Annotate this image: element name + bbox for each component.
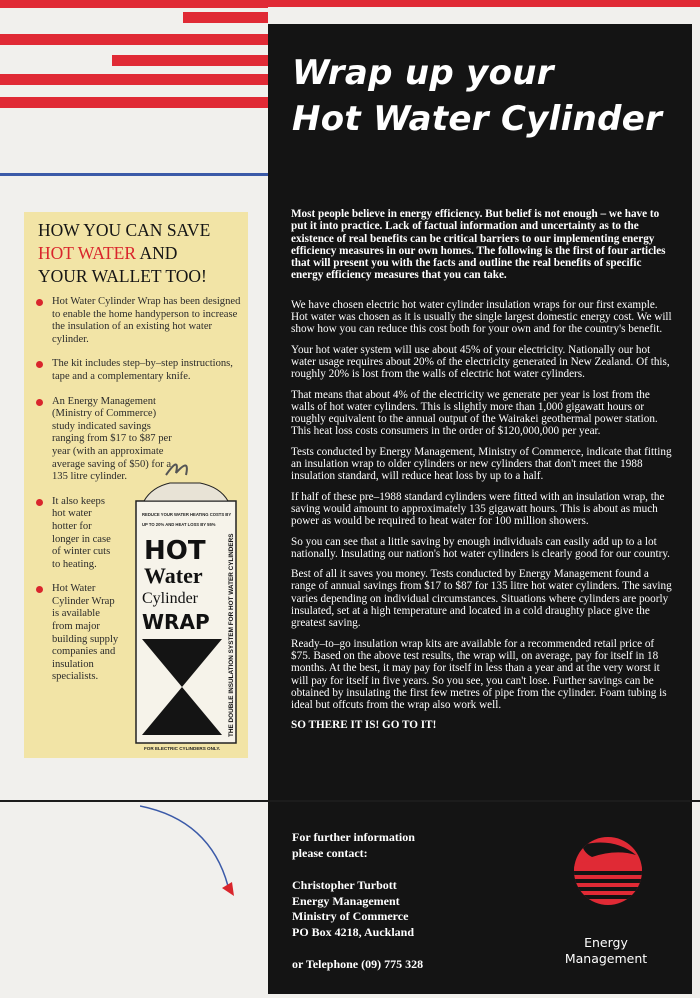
article-paragraph: If half of these pre–1988 standard cylinders were fitted with an insulation wrap, the saving would amount to approximately 135 gigawatt hours. This is about as much power as would be required to heat water for 100 million showers. — [291, 490, 665, 528]
sidebar-title — [38, 219, 248, 288]
product-word-water: Water — [144, 563, 203, 588]
list-item: The kit includes step–by–step instructions, tape and a complementary knife. — [34, 358, 244, 383]
list-item: Hot Water Cylinder Wrap has been designed to enable the home handyperson to increase the insulation of an existing hot water cylinder. — [34, 296, 244, 346]
contact-phone: or Telephone (09) 775 328 — [292, 957, 424, 971]
footer-divider — [0, 800, 700, 802]
logo-line2: Management — [564, 951, 648, 966]
article-body — [291, 208, 673, 740]
article-intro: Most people believe in energy efficiency. But belief is not enough – we have to put it into practice. Lack of factual information and uncertainty as to the existence of real benefits can be critical barriers to our implementing energy efficiency measures in our own homes. The following is the first of four articles that will present you with the facts and outline the real benefits of specific energy efficiency measures that you can take. — [291, 208, 666, 282]
sidebar-title-line2 — [38, 242, 248, 265]
product-bottom-text: FOR ELECTRIC CYLINDERS ONLY. — [144, 746, 221, 751]
logo-text — [548, 935, 664, 967]
contact-line1: For further information — [292, 830, 415, 844]
product-side-text: THE DOUBLE INSULATION SYSTEM FOR HOT WATER CYLINDERS — [228, 533, 235, 737]
article-closing: SO THERE IT IS! GO TO IT! — [291, 719, 437, 732]
contact-info — [292, 830, 423, 973]
article-paragraph: Your hot water system will use about 45% of your electricity. Nationally our hot water usage requires about 20% of the electricity generated in New Zealand. Of this, roughly 20% is lost from the walls of electric hot water cylinders. — [291, 343, 670, 381]
cylinder-wrap-package — [130, 455, 248, 755]
red-stripe — [0, 0, 268, 8]
red-stripe — [183, 12, 268, 23]
red-stripe — [0, 34, 268, 45]
red-stripe — [112, 55, 268, 66]
blue-divider — [0, 173, 268, 176]
headline-line2: Hot Water Cylinder — [292, 99, 663, 139]
article-paragraph: Ready–to–go insulation wrap kits are available for a recommended retail price of $75. Based on the above test results, the wrap will, on average, pay for itself in 18 months. At the best, it may pay for itself in less than a year and at the very worst it will pay for itself in five years. So you see, you can't lose. Further savings can be obtained by insulating the first few metres of pipe from the cylinder. Foam tubing is ideal but offcuts from the wrap also work well. — [291, 637, 667, 712]
article-paragraph: Best of all it saves you money. Tests conducted by Energy Management found a range of annual savings from $17 to $87 for 135 litre hot water cylinders. The saving varies depending on individual circumstances. Situations where cylinders are poorly insulated, set at a high temperature and located in a cold draughty place give the greatest saving. — [291, 568, 672, 630]
energy-management-logo-icon — [562, 835, 654, 905]
hot-water-red: HOT WATER — [38, 243, 137, 263]
red-stripe — [0, 74, 268, 85]
contact-line2: please contact: — [292, 845, 368, 860]
article-paragraph: Tests conducted by Energy Management, Ministry of Commerce, indicate that fitting an insulation wrap to older cylinders or new cylinders that don't meet the 1988 insulation standard, will reduce heat loss by up to a half. — [291, 445, 672, 483]
list-item: Hot Water Cylinder Wrap is available from major building supply companies and insulation specialists. — [34, 583, 120, 684]
list-item: It also keeps hot water hotter for longer in case of winter cuts to heating. — [34, 496, 116, 572]
product-tagline1: REDUCE YOUR WATER HEATING COSTS BY — [142, 512, 232, 517]
list-item: An Energy Management (Ministry of Commerce) study indicated savings ranging from $17 to $87 per year (with an approximate average saving of $50) for a 135 litre cylinder. — [34, 396, 179, 484]
article-paragraph: We have chosen electric hot water cylinder insulation wraps for our first example. Hot water was chosen as it is usually the single largest domestic energy cost. We will show how you can reduce this cost both for your own and for the country's benefit. — [291, 298, 672, 336]
pointer-arrow-icon — [140, 800, 270, 910]
product-word-hot: HOT — [144, 536, 206, 566]
sidebar-title-line1: HOW YOU CAN SAVE — [38, 220, 211, 240]
contact-ministry: Ministry of Commerce — [292, 909, 409, 923]
logo-line1: Energy — [584, 935, 628, 950]
article-paragraph: That means that about 4% of the electricity we generate per year is lost from the walls of hot water cylinders. This is slightly more than 1,000 gigawatt hours or roughly equivalent to the annual output of the Wairakei geothermal power station. This heat loss costs consumers in the order of $120,000,000 per year. — [291, 388, 658, 438]
product-word-wrap: WRAP — [142, 610, 210, 634]
headline — [292, 50, 682, 142]
contact-address: PO Box 4218, Auckland — [292, 924, 415, 939]
product-word-cylinder: Cylinder — [142, 590, 198, 607]
headline-line1: Wrap up your — [292, 53, 554, 93]
contact-name: Christopher Turbott — [292, 878, 397, 892]
sidebar-title-line3: YOUR WALLET TOO! — [38, 266, 207, 286]
product-tagline2: UP TO 20% AND HEAT LOSS BY 55% — [142, 522, 216, 527]
red-stripe — [0, 97, 268, 108]
red-top-bar — [268, 0, 700, 7]
contact-org: Energy Management — [292, 893, 400, 908]
sidebar-title-and: AND — [139, 243, 178, 263]
article-paragraph: So you can see that a little saving by enough individuals can easily add up to a lot nationally. Insulating our nation's hot water cylinders is clearly good for our country. — [291, 535, 670, 560]
